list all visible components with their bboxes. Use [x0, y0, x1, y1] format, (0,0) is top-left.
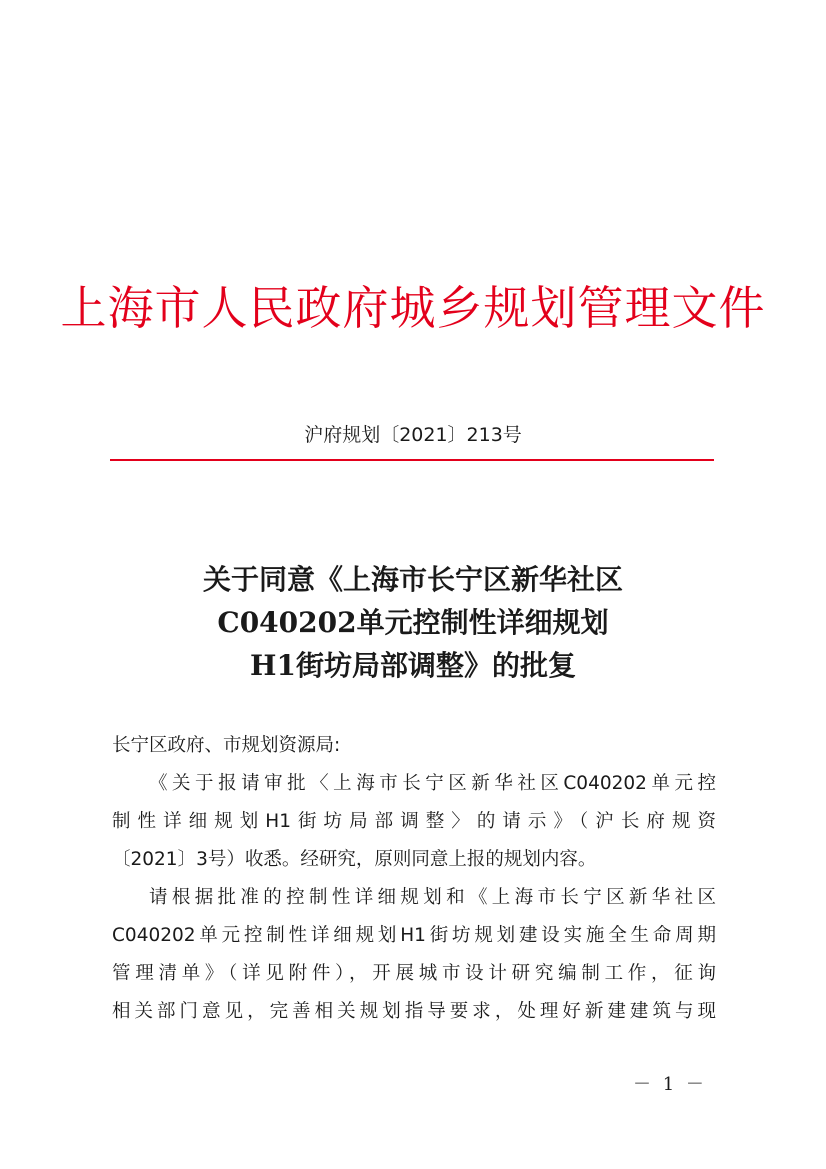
paragraph-1: [112, 765, 716, 879]
document-title: [0, 558, 826, 687]
document-number: 沪府规划〔2021〕213号: [304, 424, 522, 446]
paragraph-line: 请根据批准的控制性详细规划和《上海市长宁区新华社区: [149, 887, 716, 908]
title-line: C040202单元控制性详细规划: [217, 606, 609, 639]
paragraph-line: 管理清单》（详见附件），开展城市设计研究编制工作，征询: [112, 963, 716, 984]
recipients-line: 长宁区政府、市规划资源局:: [112, 735, 341, 756]
masthead-title: 上海市人民政府城乡规划管理文件: [60, 281, 766, 335]
title-line: H1街坊局部调整》的批复: [250, 649, 576, 682]
red-divider-rule: [110, 459, 714, 461]
paragraph-line: C040202单元控制性详细规划H1街坊规划建设实施全生命周期: [112, 925, 716, 946]
paragraph-2: [112, 879, 716, 1031]
paragraph-line: 相关部门意见，完善相关规划指导要求，处理好新建建筑与现: [112, 1001, 716, 1022]
title-line: 关于同意《上海市长宁区新华社区: [202, 563, 623, 596]
paragraph-line: 《关于报请审批〈上海市长宁区新华社区C040202单元控: [149, 773, 716, 794]
page-number: － 1 －: [633, 1074, 707, 1095]
paragraph-line: 制性详细规划H1街坊局部调整〉的请示》（沪长府规资: [112, 811, 716, 832]
document-body: [112, 727, 716, 1031]
paragraph-line: 〔2021〕3号）收悉。经研究，原则同意上报的规划内容。: [112, 849, 597, 870]
